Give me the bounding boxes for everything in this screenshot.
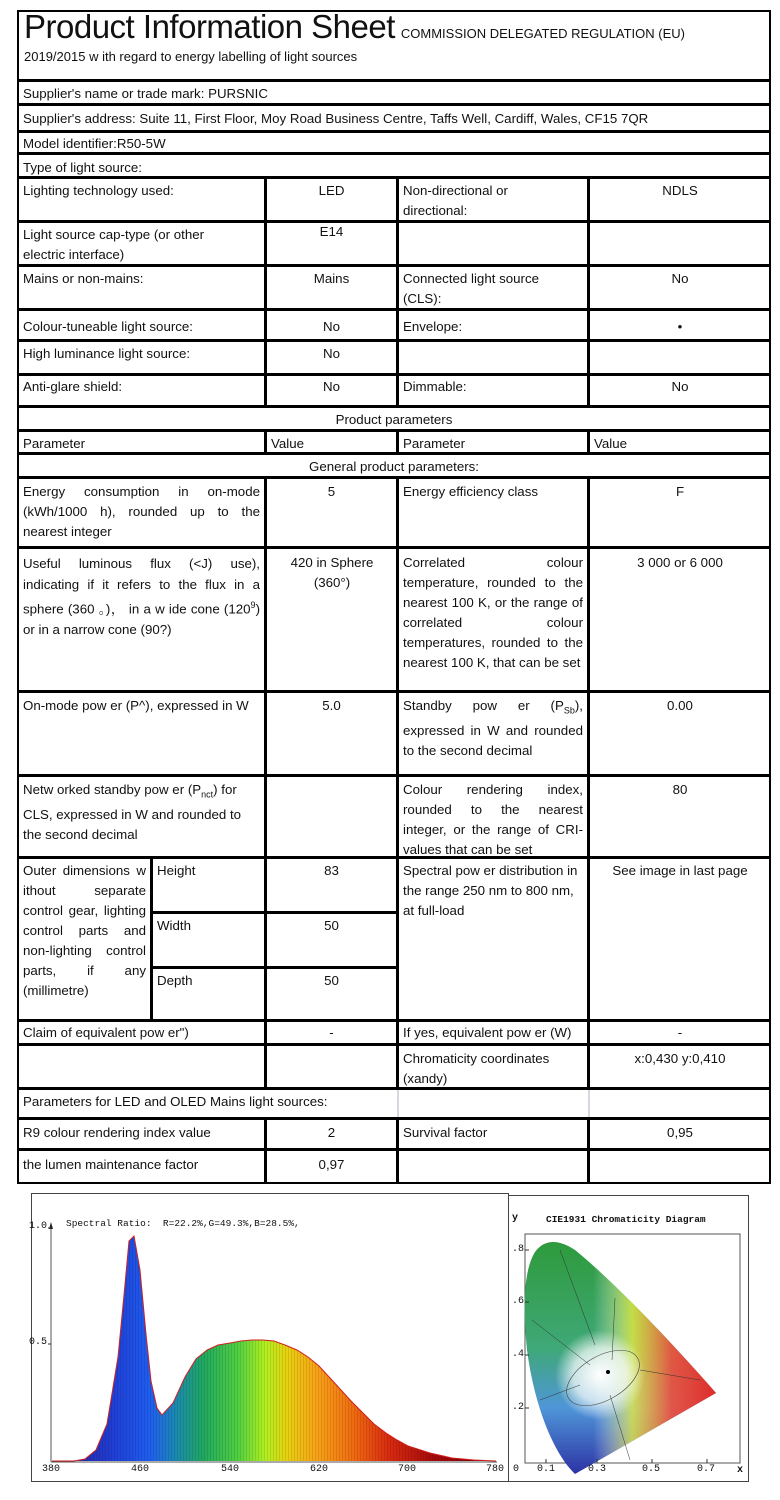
- label: Colour-tuneable light source:: [23, 319, 194, 334]
- label: Non-directional or directional:: [403, 183, 508, 218]
- label: Mains or non-mains:: [23, 271, 144, 286]
- general-parameters-heading: General product parameters:: [309, 459, 479, 474]
- label: Energy consumption in on-mode (kWh/1000 h), rounded up to the nearest integer: [23, 484, 260, 539]
- label: Correlated colour temperature, rounded to the nearest 100 K, or the range of correlated colour temperatures, rounded to the nearest 100 K, that can be set: [403, 555, 583, 670]
- value: 0,97: [318, 1157, 345, 1172]
- label: Lighting technology used:: [23, 183, 174, 198]
- supplier-name: Supplier's name or trade mark: PURSNIC: [23, 86, 268, 101]
- value: 5.0: [322, 698, 341, 713]
- cie-x-tick-0.7: 0.7: [697, 1464, 716, 1475]
- value: 2: [327, 1125, 336, 1140]
- x-tick-540: 540: [221, 1464, 240, 1475]
- cie-x-tick-0.1: 0.1: [537, 1464, 556, 1475]
- value: E14: [319, 224, 344, 239]
- label: Netw orked standby pow er $(P_{nct})$ for CLS, expressed in W and rounded to the second decimal: [23, 782, 242, 842]
- label: Chromaticity coordinates (xandy): [403, 1051, 550, 1086]
- value: 3 000 or 6 000: [637, 555, 723, 570]
- label: Claim of equivalent pow er"): [23, 1025, 189, 1040]
- label: Outer dimensions w ithout separate control gear, lighting control parts and non-lighting control parts, if any (millimetre): [23, 863, 146, 998]
- col-header-value: Value: [594, 436, 628, 451]
- cie-title: CIE1931 Chromaticity Diagram: [546, 1214, 706, 1225]
- spectral-ratio-title: Spectral Ratio: R=22.2%,G=49.3%,B=28.5%,: [66, 1218, 300, 1229]
- value: -: [677, 1025, 683, 1040]
- label: Connected light source (CLS):: [403, 271, 540, 306]
- value: 0.00: [667, 698, 693, 713]
- col-header-parameter: Parameter: [23, 436, 86, 451]
- x-tick-620: 620: [310, 1464, 329, 1475]
- value: •: [677, 319, 683, 334]
- value: 80: [672, 782, 688, 797]
- label: Light source cap-type (or other electric interface): [23, 227, 205, 262]
- value: 5: [327, 484, 336, 499]
- label: R9 colour rendering index value: [23, 1125, 211, 1140]
- product-parameters-heading: Product parameters: [335, 412, 453, 427]
- regulation-label: COMMISSION DELEGATED REGULATION (EU): [400, 26, 685, 41]
- col-header-parameter: Parameter: [403, 436, 466, 451]
- x-tick-780: 780: [486, 1464, 505, 1475]
- label: On-mode pow er (P^), expressed in W: [23, 698, 249, 713]
- value: No: [671, 271, 689, 286]
- cie-x-tick-0.5: 0.5: [642, 1464, 661, 1475]
- x-tick-380: 380: [42, 1464, 61, 1475]
- cie-x-axis-label: x: [737, 1465, 744, 1476]
- dim-width-label: Width: [157, 918, 191, 933]
- label: Survival factor: [403, 1125, 488, 1140]
- value: Mains: [313, 271, 350, 286]
- label: Anti-glare shield:: [23, 379, 123, 394]
- label: Useful luminous flux (<J) use), indicating if it refers to the flux in a sphere (360 。)， in a w ide cone $(120^9)$ or in a narrow cone (90?): [23, 556, 260, 638]
- led-parameters-heading: Parameters for LED and OLED Mains light sources:: [23, 1094, 328, 1109]
- supplier-address: Supplier's address: Suite 11, First Floor, Moy Road Business Centre, Taffs Well, Cardiff, Wales, CF15 7QR: [23, 111, 649, 126]
- dim-depth-label: Depth: [157, 973, 193, 988]
- label: If yes, equivalent pow er (W): [403, 1025, 572, 1040]
- value: No: [323, 379, 340, 394]
- model-identifier: Model identifier:R50-5W: [23, 136, 166, 151]
- x-tick-460: 460: [131, 1464, 150, 1475]
- type-heading: Type of light source:: [23, 160, 142, 175]
- cie-y-tick-.6: .6: [512, 1296, 525, 1307]
- value: 420 in Sphere (360°): [290, 555, 374, 590]
- cie-x-tick-0: 0: [513, 1464, 520, 1475]
- label: Envelope:: [403, 319, 463, 334]
- page-title: Product Information Sheet COMMISSION DELEGATED REGULATION (EU): [24, 8, 685, 45]
- dim-height-value: 83: [324, 863, 339, 878]
- dim-width-value: 50: [324, 918, 339, 933]
- label: Standby pow er $(P_{Sb})$, expressed in W and rounded to the second decimal: [403, 698, 583, 758]
- dim-depth-value: 50: [324, 973, 339, 988]
- y-tick-0.5: 0.5: [29, 1337, 48, 1348]
- chromaticity-point: [606, 1370, 610, 1374]
- label: Spectral pow er distribution in the range 250 nm to 800 nm, at full-load: [403, 863, 578, 918]
- value: LED: [318, 183, 345, 198]
- regulation-subtitle: 2019/2015 w ith regard to energy labelling of light sources: [24, 49, 358, 64]
- value: -: [329, 1025, 334, 1040]
- value: See image in last page: [612, 863, 748, 878]
- label: the lumen maintenance factor: [23, 1157, 199, 1172]
- dim-height-label: Height: [157, 863, 196, 878]
- value: 0,95: [667, 1125, 693, 1140]
- label: Energy efficiency class: [403, 484, 539, 499]
- label: Colour rendering index, rounded to the nearest integer, or the range of CRI-values that can be set: [403, 782, 583, 857]
- label: Dimmable:: [403, 379, 467, 394]
- cie-y-tick-.8: .8: [512, 1244, 525, 1255]
- value: F: [675, 484, 685, 499]
- value: No: [323, 319, 340, 334]
- y-tick-1: 1.0: [29, 1221, 48, 1232]
- value: No: [671, 379, 689, 394]
- label: High luminance light source:: [23, 346, 191, 361]
- cie-y-tick-.4: .4: [512, 1349, 525, 1360]
- cie-y-axis-label: y: [512, 1213, 519, 1224]
- value: NDLS: [662, 183, 698, 198]
- value: No: [323, 346, 340, 361]
- x-tick-700: 700: [398, 1464, 417, 1475]
- value: x:0,430 y:0,410: [634, 1051, 726, 1066]
- col-header-value: Value: [271, 436, 305, 451]
- cie-x-tick-0.3: 0.3: [588, 1464, 607, 1475]
- cie-y-tick-.2: .2: [512, 1402, 525, 1413]
